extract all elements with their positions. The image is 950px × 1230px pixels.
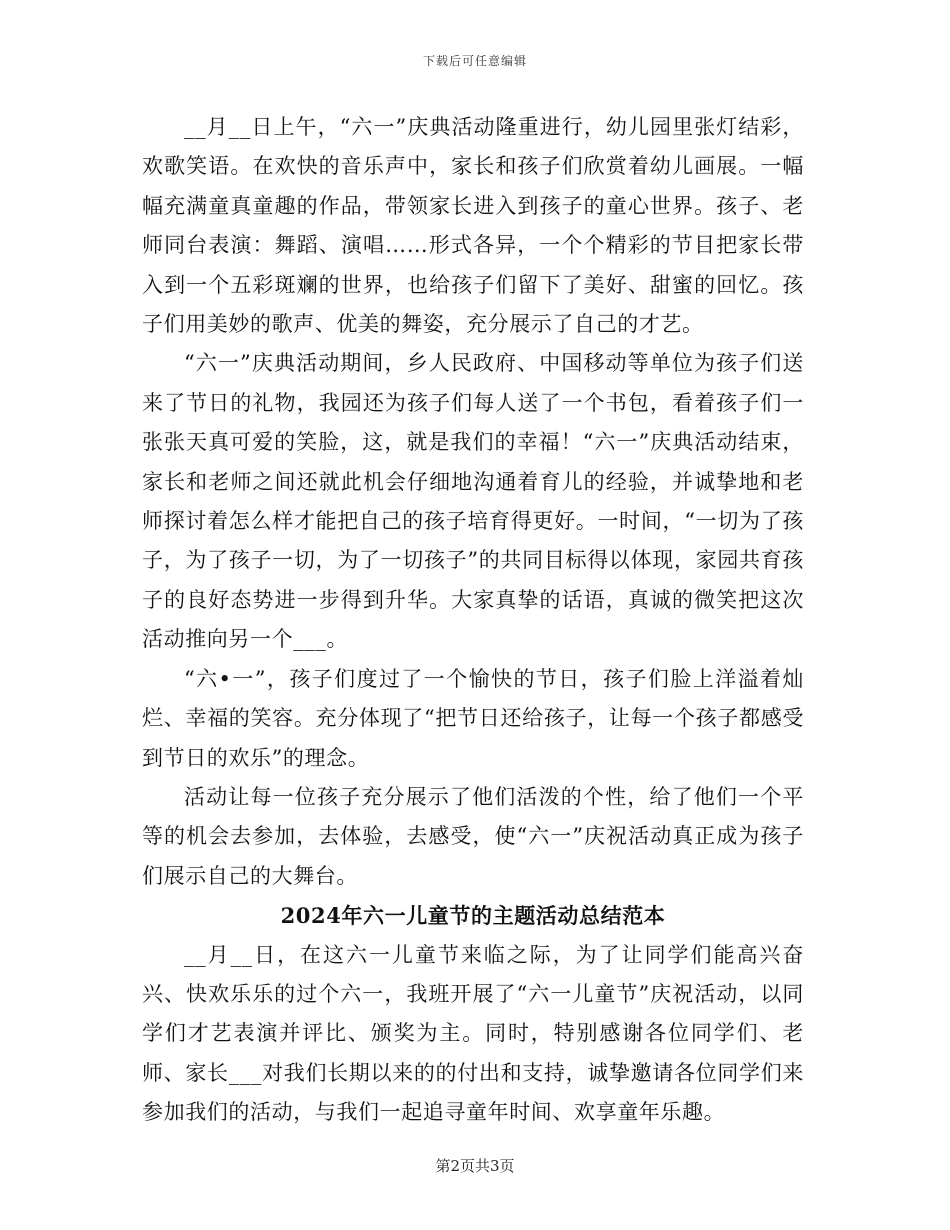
paragraph-1: __月__日上午，“六一”庆典活动隆重进行，幼儿园里张灯结彩，欢歌笑语。在欢快的音乐声中，家长和孩子们欣赏着幼儿画展。一幅幅充满童真童趣的作品，带领家长进入到孩子的童心世界。孩子、老师同台表演：舞蹈、演唱……形式各异，一个个精彩的节目把家长带入到一个五彩斑斓的世界，也给孩子们留下了美好、甜蜜的回忆。孩子们用美妙的歌声、优美的舞姿，充分展示了自己的才艺。 — [142, 115, 804, 337]
page-header-note: 下载后可任意编辑 — [422, 54, 527, 68]
page-number: 第2页共3页 — [435, 1157, 515, 1175]
paragraph-2: “六一”庆典活动期间，乡人民政府、中国移动等单位为孩子们送来了节日的礼物，我园还为孩子们每人送了一个书包，看着孩子们一张张天真可爱的笑脸，这，就是我们的幸福！“六一”庆典活动结束，家长和老师之间还就此机会仔细地沟通着育儿的经验，并诚挚地和老师探讨着怎么样才能把自己的孩子培育得更好。一时间，“一切为了孩子，为了孩子一切，为了一切孩子”的共同目标得以体现，家园共育孩子的良好态势进一步得到升华。大家真挚的话语，真诚的微笑把这次活动推向另一个___。 — [142, 351, 804, 652]
section-title: 2024年六一儿童节的主题活动总结范本 — [280, 903, 666, 929]
paragraph-4: 活动让每一位孩子充分展示了他们活泼的个性，给了他们一个平等的机会去参加，去体验，去感受，使“六一”庆祝活动真正成为孩子们展示自己的大舞台。 — [142, 784, 804, 888]
document-body — [142, 108, 804, 1133]
section-paragraph-1: __月__日，在这六一儿童节来临之际，为了让同学们能高兴奋兴、快欢乐乐的过个六一，我班开展了“六一儿童节”庆祝活动，以同学们才艺表演并评比、颁奖为主。同时，特别感谢各位同学们、老师、家长___对我们长期以来的的付出和支持，诚挚邀请各位同学们来参加我们的活动，与我们一起追寻童年时间、欢享童年乐趣。 — [142, 942, 804, 1125]
paragraph-3: “六•一”，孩子们度过了一个愉快的节日，孩子们脸上洋溢着灿烂、幸福的笑容。充分体现了“把节日还给孩子，让每一个孩子都感受到节日的欢乐”的理念。 — [142, 666, 804, 770]
